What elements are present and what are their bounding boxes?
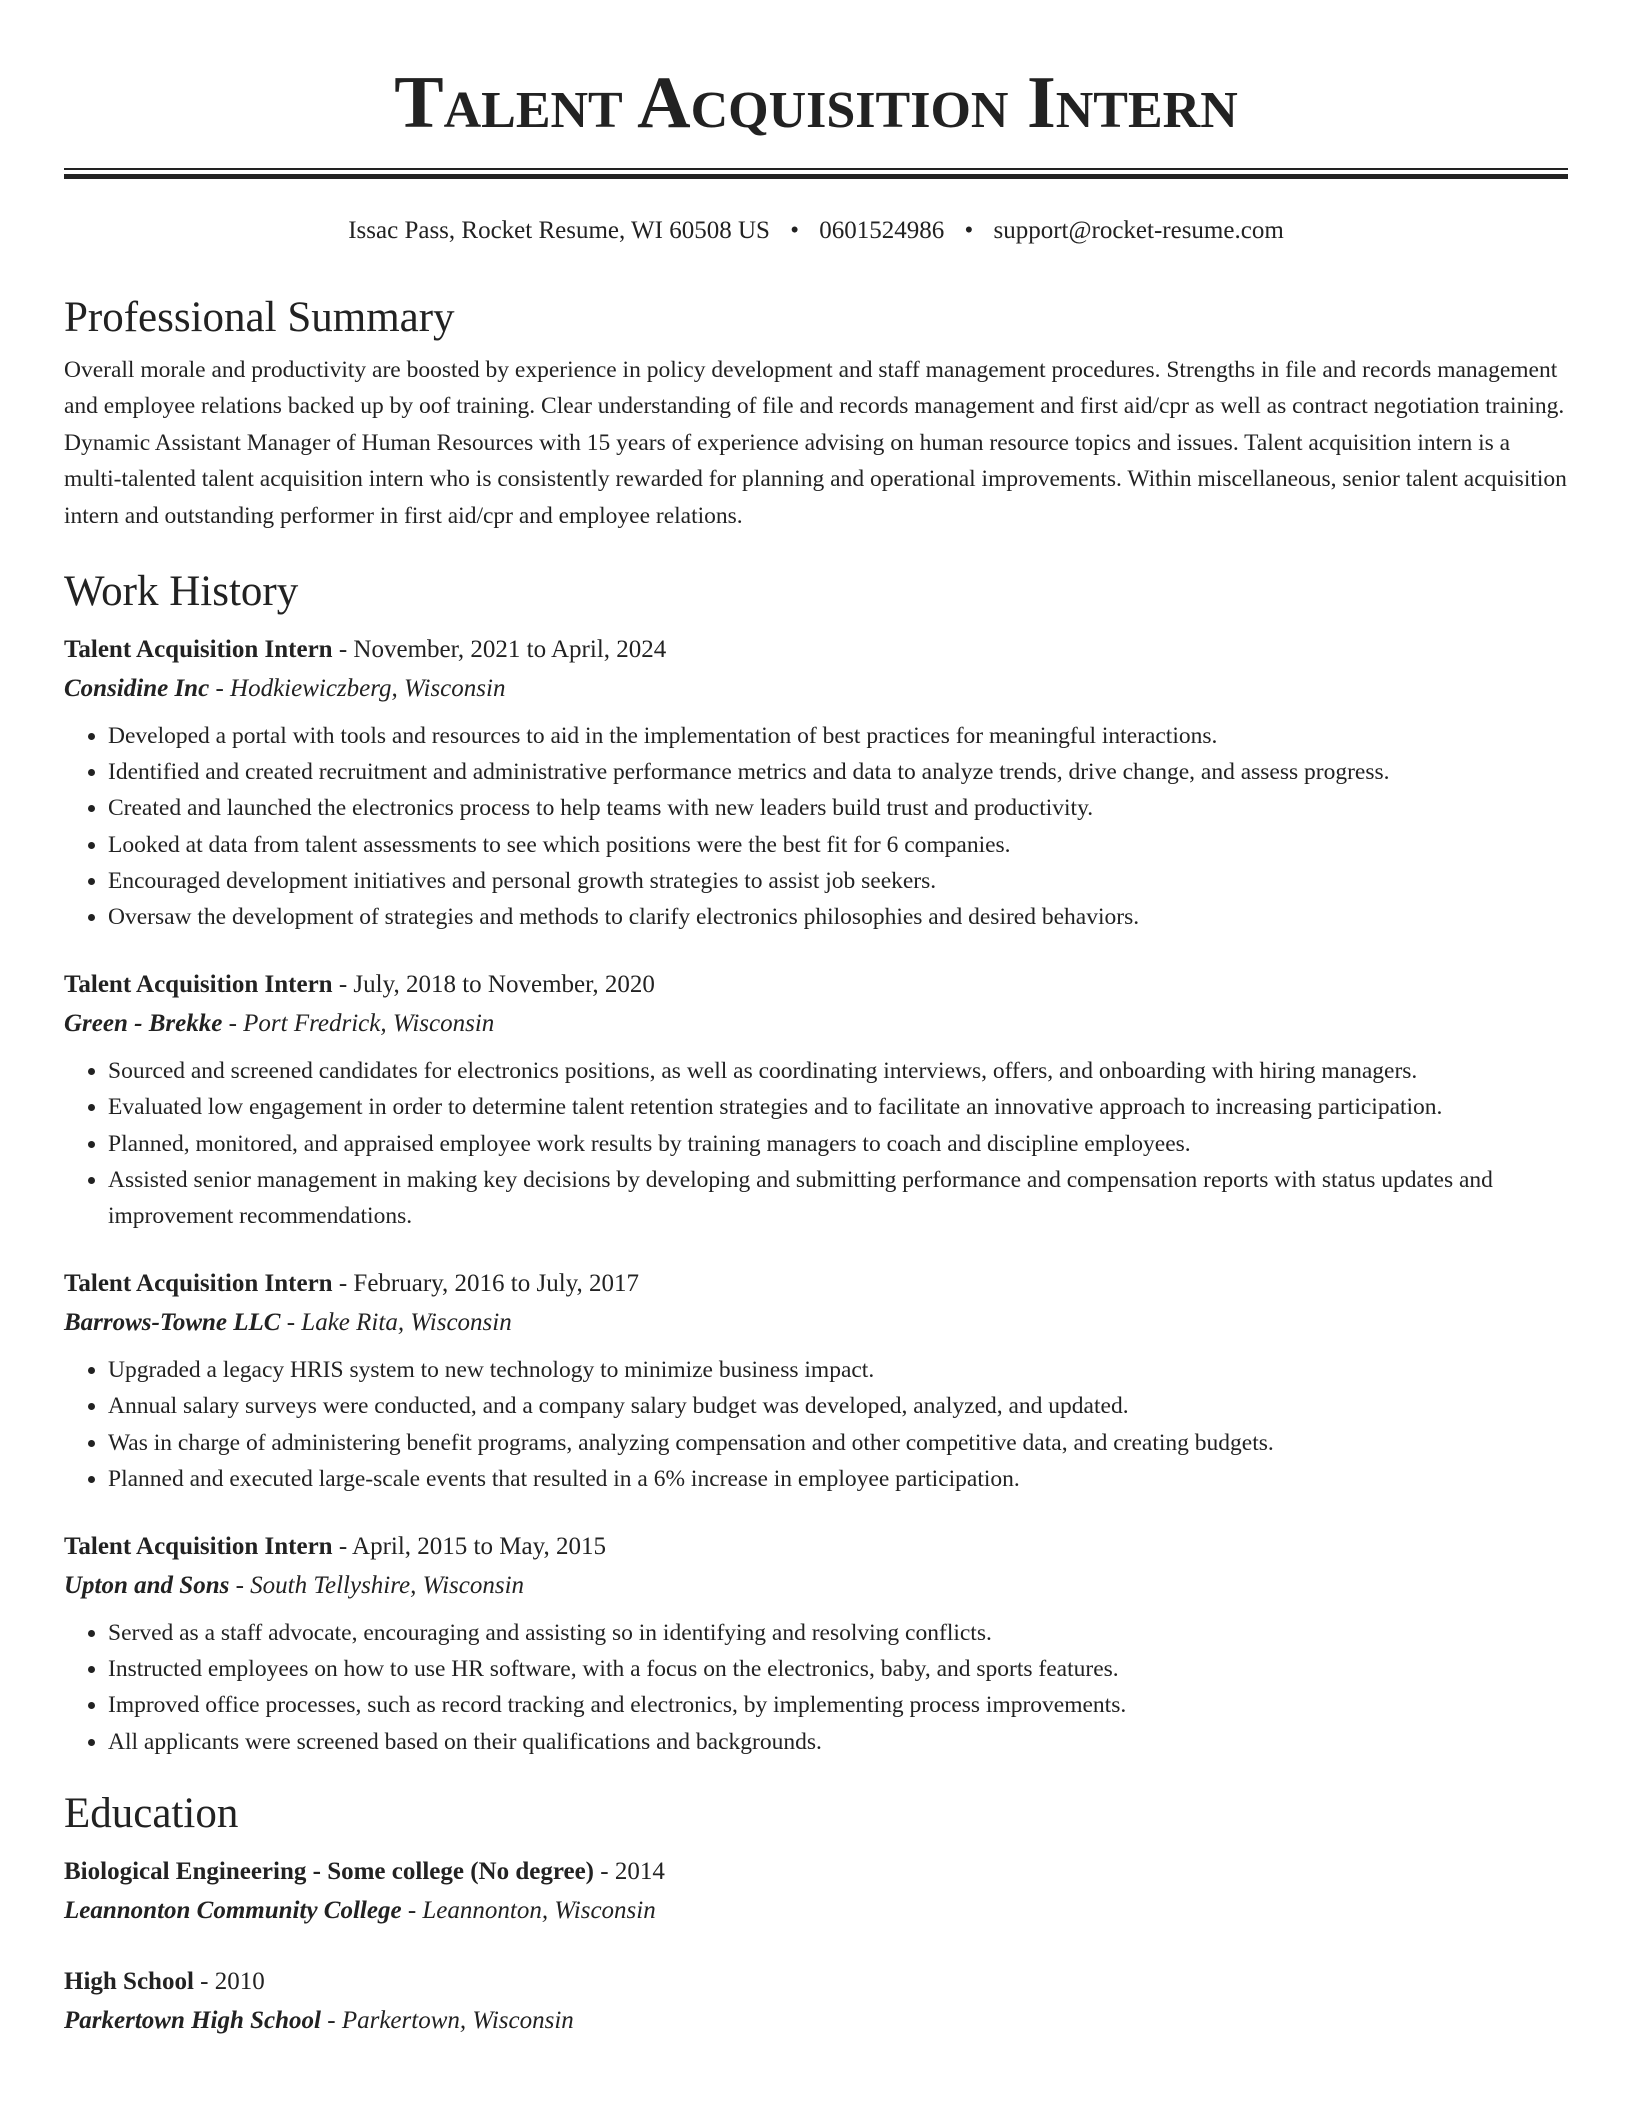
job-bullets [64, 1615, 1568, 1760]
job-bullet: • Instructed employees on how to use HR software, with a focus on the electronics, baby, and sports features. [108, 1651, 1568, 1687]
job-entry [64, 1264, 1568, 1497]
education-section [64, 1784, 1568, 2040]
summary-section [64, 288, 1568, 534]
job-bullet: • Served as a staff advocate, encouraging and assisting so in identifying and resolving conflicts. [108, 1615, 1568, 1651]
resume-body [64, 288, 1568, 2040]
job-header [64, 1527, 1568, 1566]
section-heading-summary: Professional Summary [64, 294, 455, 341]
job-bullet: • Planned, monitored, and appraised employee work results by training managers to coach and discipline employees. [108, 1126, 1568, 1162]
section-heading-work-history: Work History [64, 568, 299, 616]
job-bullet: • Annual salary surveys were conducted, and a company salary budget was developed, analyzed, and updated. [108, 1388, 1568, 1424]
job-bullet: • Assisted senior management in making key decisions by developing and submitting performance and compensation reports with status updates and improvement recommendations. [108, 1162, 1568, 1234]
education-degree: High School [64, 1967, 194, 1995]
education-entry [64, 1852, 1568, 1930]
contact-separator: • [790, 217, 799, 244]
job-company: Upton and Sons [64, 1572, 230, 1600]
job-bullet: • Created and launched the electronics process to help teams with new leaders build trust and productivity. [108, 790, 1568, 826]
job-bullet: • Was in charge of administering benefit programs, analyzing compensation and other competitive data, and creating budgets. [108, 1425, 1568, 1461]
job-employer [64, 1004, 1568, 1043]
contact-address: Issac Pass, Rocket Resume, WI 60508 US [348, 217, 770, 244]
job-bullets [64, 718, 1568, 935]
job-bullet: • Oversaw the development of strategies and methods to clarify electronics philosophies and desired behaviors. [108, 899, 1568, 935]
education-year: - 2014 [594, 1857, 665, 1885]
education-school: Leannonton Community College [64, 1896, 402, 1924]
job-entry [64, 630, 1568, 935]
education-degree: Biological Engineering - Some college (No degree) [64, 1857, 594, 1885]
job-header [64, 1264, 1568, 1303]
job-entry [64, 965, 1568, 1234]
education-institution [64, 1891, 1568, 1930]
job-employer [64, 1303, 1568, 1342]
job-company: Considine Inc [64, 675, 210, 703]
education-institution [64, 2001, 1568, 2040]
title-divider-thin [64, 168, 1568, 170]
job-header [64, 630, 1568, 669]
contact-email: support@rocket-resume.com [993, 217, 1284, 244]
job-dates: - July, 2018 to November, 2020 [332, 971, 655, 999]
education-school: Parkertown High School [64, 2006, 321, 2034]
job-location: - Port Fredrick, Wisconsin [222, 1010, 495, 1038]
job-bullet: • Looked at data from talent assessments to see which positions were the best fit for 6 companies. [108, 827, 1568, 863]
job-header [64, 965, 1568, 1004]
job-bullet: • Developed a portal with tools and resources to aid in the implementation of best practices for meaningful interactions. [108, 718, 1568, 754]
job-employer [64, 669, 1568, 708]
job-company: Green - Brekke [64, 1010, 223, 1038]
title-divider-thick [64, 174, 1568, 179]
summary-text: Overall morale and productivity are boosted by experience in policy development and staff management procedures. Strengths in file and records management and employee relations backed up by oof training. Clear understanding of file and records management and first aid/cpr as well as contract negotiation training. Dynamic Assistant Manager of Human Resources with 15 years of experience advising on human resource topics and issues. Talent acquisition intern is a multi-talented talent acquisition intern who is consistently rewarded for planning and operational improvements. Within miscellaneous, senior talent acquisition intern and outstanding performer in first aid/cpr and employee relations. [64, 357, 1567, 529]
contact-separator: • [964, 217, 974, 244]
education-entry [64, 1962, 1568, 2040]
job-bullet: • Evaluated low engagement in order to determine talent retention strategies and to facilitate an innovative approach to increasing participation. [108, 1089, 1568, 1125]
job-bullet: • Improved office processes, such as record tracking and electronics, by implementing process improvements. [108, 1687, 1568, 1723]
job-role: Talent Acquisition Intern [64, 1270, 333, 1298]
education-header [64, 1852, 1568, 1891]
section-heading-education: Education [64, 1789, 239, 1837]
education-year: - 2010 [193, 1967, 265, 1995]
education-location: - Leannonton, Wisconsin [401, 1896, 656, 1924]
job-location: - Lake Rita, Wisconsin [280, 1309, 512, 1337]
job-company: Barrows-Towne LLC [64, 1309, 281, 1337]
job-bullet: • All applicants were screened based on their qualifications and backgrounds. [108, 1724, 1568, 1760]
work-history-section [64, 562, 1568, 1760]
job-bullet: • Planned and executed large-scale events that resulted in a 6% increase in employee participation. [108, 1461, 1568, 1497]
job-bullets [64, 1053, 1568, 1234]
job-bullets [64, 1352, 1568, 1497]
job-dates: - February, 2016 to July, 2017 [332, 1270, 640, 1298]
job-dates: - April, 2015 to May, 2015 [332, 1533, 606, 1561]
job-location: - South Tellyshire, Wisconsin [229, 1572, 525, 1600]
job-role: Talent Acquisition Intern [64, 636, 333, 664]
job-dates: - November, 2021 to April, 2024 [332, 636, 667, 664]
job-employer [64, 1566, 1568, 1605]
job-entry [64, 1527, 1568, 1760]
job-bullet: • Encouraged development initiatives and personal growth strategies to assist job seekers. [108, 863, 1568, 899]
contact-phone: 0601524986 [819, 217, 945, 244]
education-location: - Parkertown, Wisconsin [321, 2006, 574, 2034]
job-bullet: • Identified and created recruitment and administrative performance metrics and data to analyze trends, drive change, and assess progress. [108, 754, 1568, 790]
job-role: Talent Acquisition Intern [64, 971, 333, 999]
education-header [64, 1962, 1568, 2001]
job-location: - Hodkiewiczberg, Wisconsin [209, 675, 506, 703]
contact-info [0, 213, 1632, 249]
resume-title: Talent Acquisition Intern [394, 62, 1238, 144]
job-role: Talent Acquisition Intern [64, 1533, 333, 1561]
job-bullet: • Upgraded a legacy HRIS system to new technology to minimize business impact. [108, 1352, 1568, 1388]
job-bullet: • Sourced and screened candidates for electronics positions, as well as coordinating interviews, offers, and onboarding with hiring managers. [108, 1053, 1568, 1089]
